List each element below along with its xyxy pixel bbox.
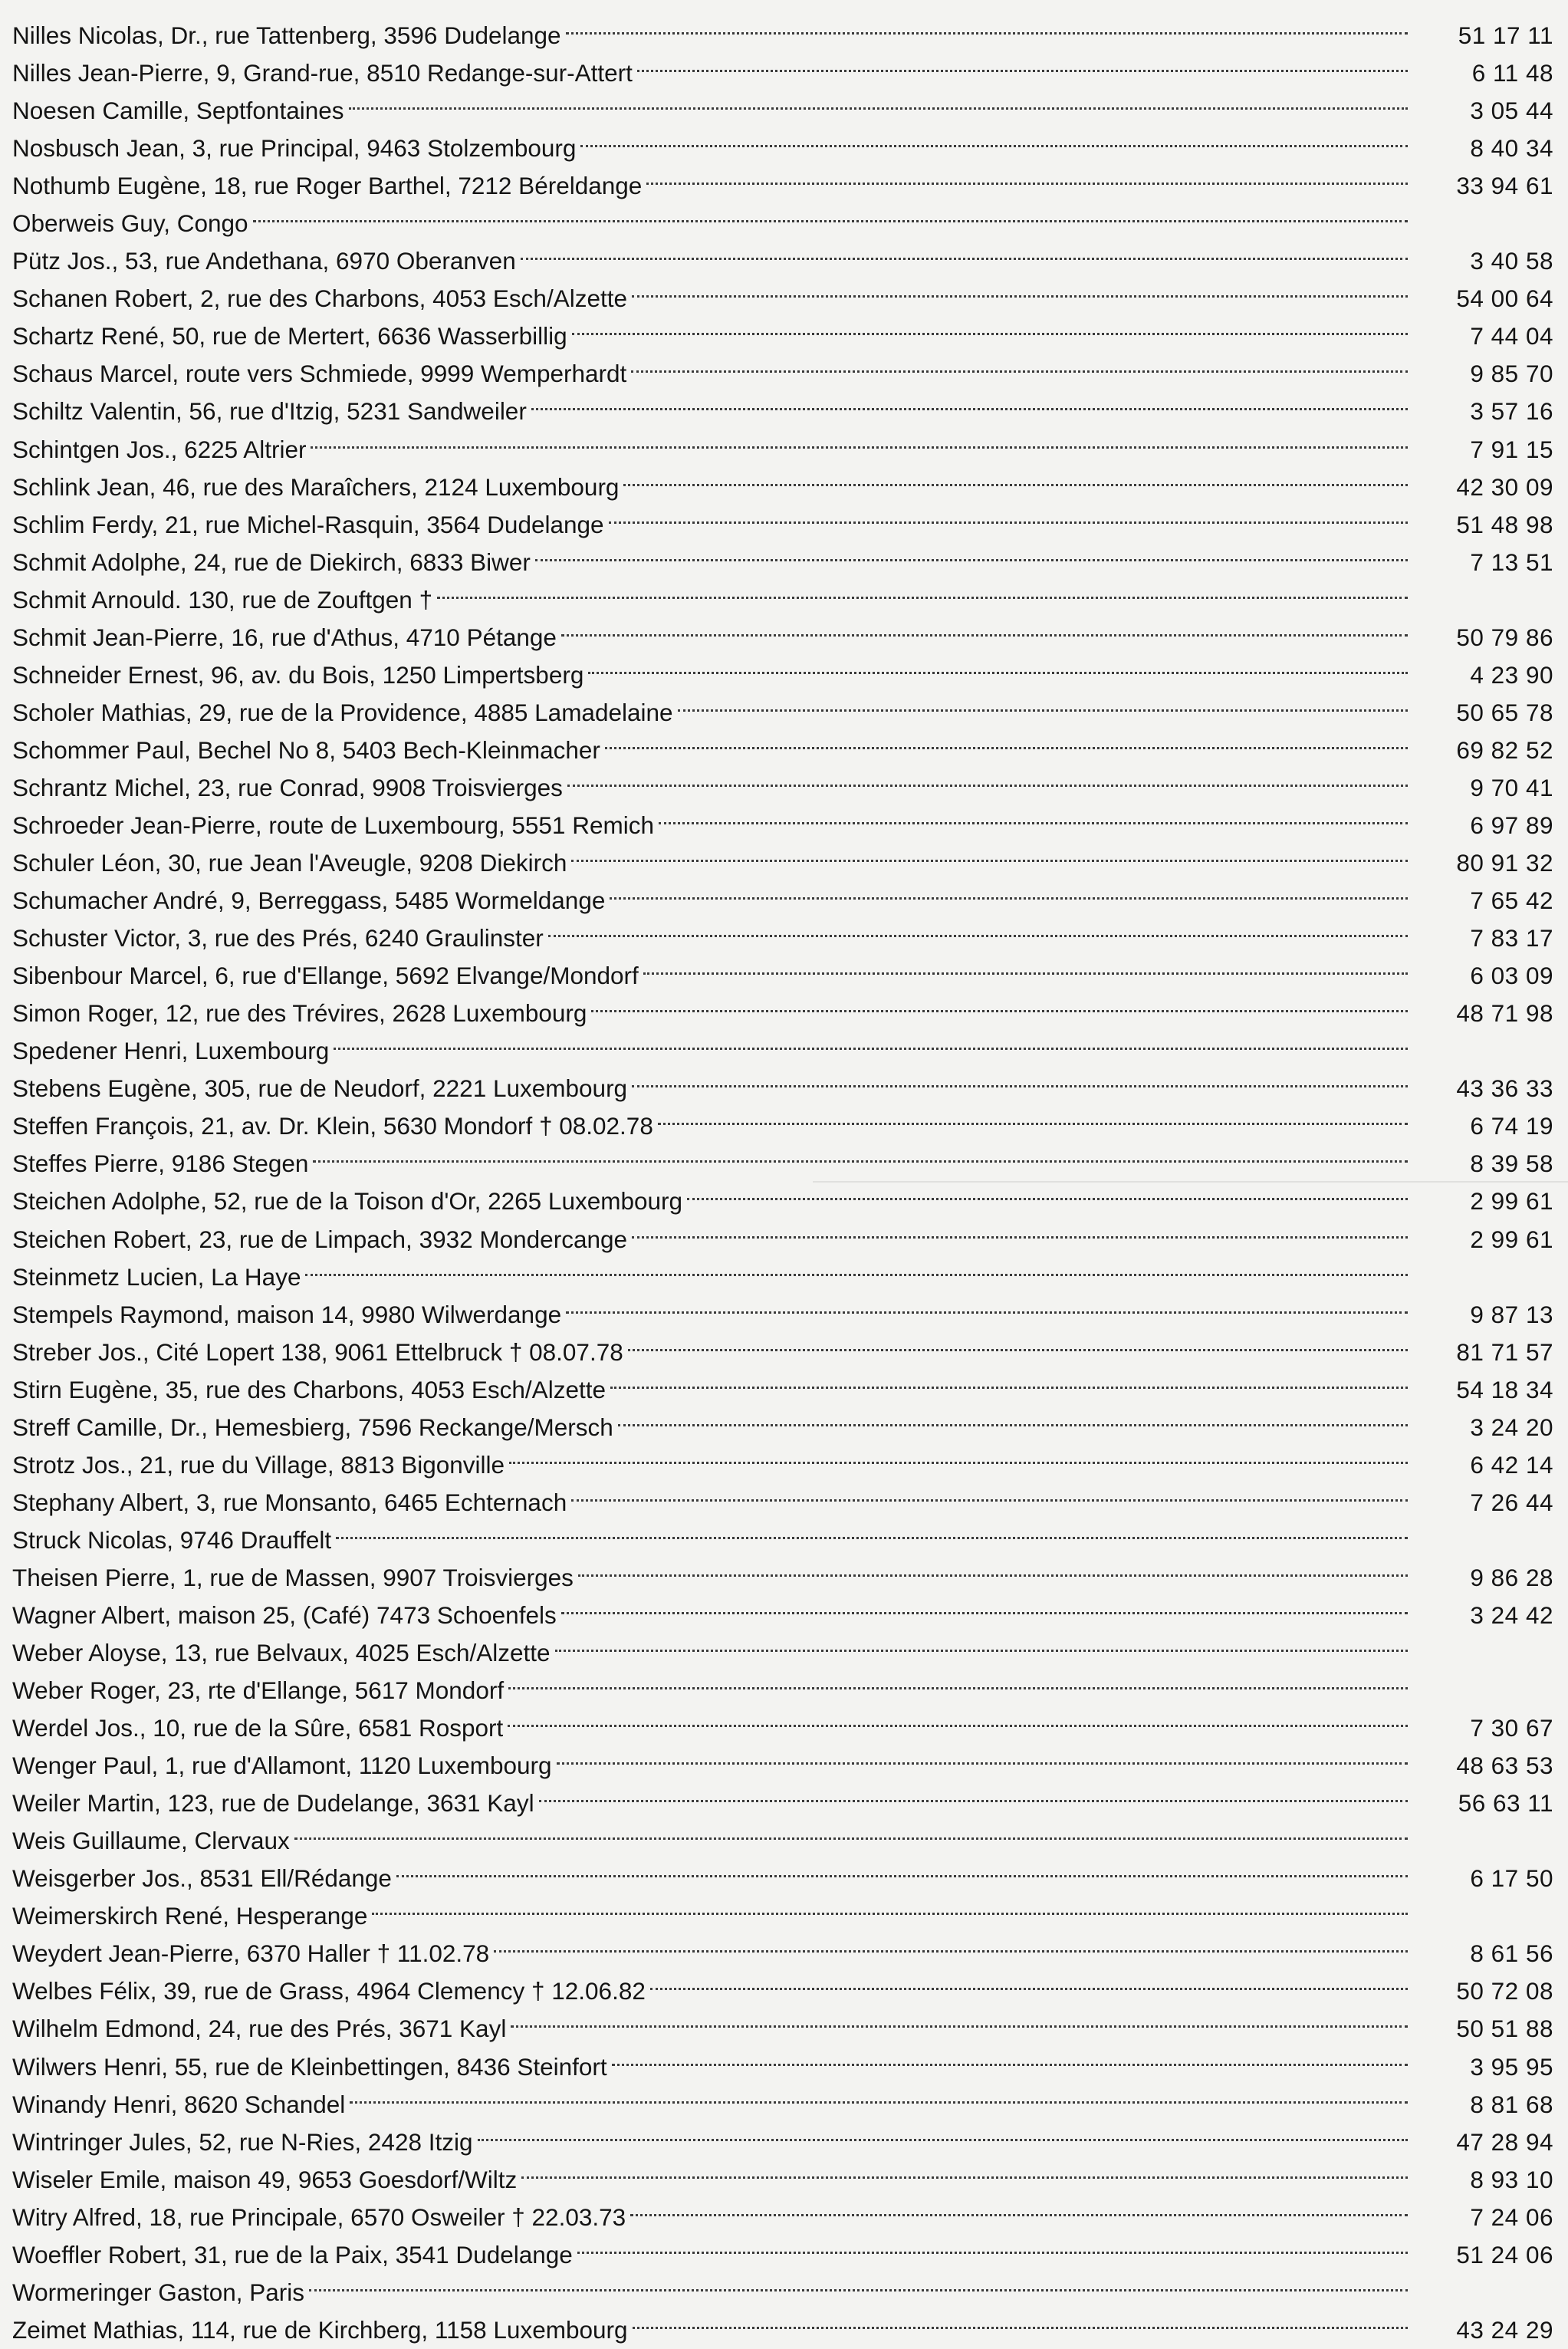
entry-name-address: Wintringer Jules, 52, rue N-Ries, 2428 Itzig — [12, 2127, 473, 2156]
dot-leader — [678, 683, 1408, 721]
entry-phone: 8 40 34 — [1470, 134, 1553, 163]
entry-name-address: Schmit Jean-Pierre, 16, rue d'Athus, 4710 Pétange — [12, 623, 557, 651]
dot-leader — [630, 2188, 1408, 2226]
entry-phone: 3 05 44 — [1470, 97, 1553, 125]
entry-phone: 54 00 64 — [1456, 285, 1553, 313]
dot-leader — [548, 909, 1408, 946]
entry-name-address: Wiseler Emile, maison 49, 9653 Goesdorf/Wiltz — [12, 2165, 518, 2193]
dot-leader — [508, 1699, 1408, 1736]
dot-leader — [610, 871, 1408, 909]
entry-phone: 6 11 48 — [1471, 59, 1553, 87]
entry-phone: 3 24 42 — [1470, 1601, 1553, 1629]
dot-leader — [612, 2038, 1408, 2075]
entry-phone: 9 70 41 — [1470, 773, 1553, 801]
entry-name-address: Schneider Ernest, 96, av. du Bois, 1250 Limpertsberg — [12, 660, 584, 689]
dot-leader — [309, 2263, 1408, 2301]
entry-phone: 8 93 10 — [1470, 2165, 1553, 2193]
entry-name-address: Steffes Pierre, 9186 Stegen — [12, 1150, 309, 1178]
entry-phone: 7 30 67 — [1470, 1714, 1553, 1742]
entry-name-address: Stirn Eugène, 35, rue des Charbons, 4053 Esch/Alzette — [12, 1375, 606, 1403]
entry-name-address: Wilhelm Edmond, 24, rue des Prés, 3671 Kayl — [12, 2015, 507, 2043]
dot-leader — [566, 1285, 1408, 1323]
entry-phone: 47 28 94 — [1456, 2127, 1553, 2156]
entry-phone: 8 61 56 — [1470, 1939, 1553, 1968]
entry-phone: 6 42 14 — [1470, 1450, 1553, 1479]
entry-phone: 48 63 53 — [1456, 1752, 1553, 1780]
entry-name-address: Schintgen Jos., 6225 Altrier — [12, 435, 307, 463]
entry-phone: 6 03 09 — [1470, 962, 1553, 990]
entry-name-address: Schartz René, 50, rue de Mertert, 6636 Wasserbillig — [12, 322, 567, 350]
dot-leader — [555, 1624, 1408, 1661]
entry-name-address: Weiler Martin, 123, rue de Dudelange, 3631 Kayl — [12, 1789, 534, 1818]
entry-phone: 3 95 95 — [1470, 2052, 1553, 2081]
dot-leader — [643, 946, 1408, 984]
entry-name-address: Schiltz Valentin, 56, rue d'Itzig, 5231 Sandweiler — [12, 397, 527, 426]
dot-leader — [631, 344, 1408, 382]
entry-name-address: Scholer Mathias, 29, rue de la Providence, 4885 Lamadelaine — [12, 698, 673, 726]
dot-leader — [561, 1586, 1408, 1624]
entry-phone: 69 82 52 — [1456, 735, 1553, 764]
dot-leader — [561, 608, 1408, 646]
entry-phone: 7 13 51 — [1470, 548, 1553, 576]
entry-phone: 50 79 86 — [1456, 623, 1553, 651]
dot-leader — [632, 1210, 1408, 1248]
entry-phone: 50 72 08 — [1456, 1977, 1553, 2005]
entry-name-address: Schroeder Jean-Pierre, route de Luxembourg, 5551 Remich — [12, 811, 654, 839]
entry-name-address: Simon Roger, 12, rue des Trévires, 2628 Luxembourg — [12, 999, 587, 1028]
entry-phone: 50 65 78 — [1456, 698, 1553, 726]
entry-phone: 9 85 70 — [1470, 360, 1553, 388]
entry-name-address: Steffen François, 21, av. Dr. Klein, 5630 Mondorf † 08.02.78 — [12, 1112, 653, 1140]
entry-name-address: Welbes Félix, 39, rue de Grass, 4964 Clemency † 12.06.82 — [12, 1977, 646, 2005]
entry-phone: 6 74 19 — [1470, 1112, 1553, 1140]
dot-leader — [633, 2301, 1408, 2338]
dot-leader — [334, 1022, 1408, 1059]
entry-phone: 6 17 50 — [1470, 1864, 1553, 1893]
entry-phone: 48 71 98 — [1456, 999, 1553, 1028]
entry-name-address: Stempels Raymond, maison 14, 9980 Wilwerdange — [12, 1300, 562, 1328]
entry-phone: 51 17 11 — [1458, 21, 1553, 49]
entry-phone: 54 18 34 — [1456, 1375, 1553, 1403]
dot-leader — [605, 721, 1408, 758]
entry-name-address: Steichen Adolphe, 52, rue de la Toison d'Or, 2265 Luxembourg — [12, 1187, 683, 1216]
entry-name-address: Schaus Marcel, route vers Schmiede, 9999 Wemperhardt — [12, 360, 627, 388]
dot-leader — [658, 1097, 1408, 1134]
dot-leader — [511, 1999, 1408, 2037]
dot-leader — [557, 1736, 1408, 1774]
entry-name-address: Weber Aloyse, 13, rue Belvaux, 4025 Esch/Alzette — [12, 1639, 551, 1667]
dot-leader — [566, 6, 1408, 44]
entry-name-address: Winandy Henri, 8620 Schandel — [12, 2090, 346, 2118]
dot-leader — [253, 194, 1408, 232]
entry-phone: 9 86 28 — [1470, 1563, 1553, 1591]
entry-phone: 81 71 57 — [1456, 1337, 1553, 1366]
dot-leader — [632, 1059, 1408, 1097]
entry-name-address: Schmit Adolphe, 24, rue de Diekirch, 6833 Biwer — [12, 548, 531, 576]
dot-leader — [567, 758, 1408, 796]
entry-name-address: Schmit Arnould. 130, rue de Zouftgen † — [12, 585, 433, 614]
dot-leader — [591, 984, 1408, 1022]
entry-name-address: Steinmetz Lucien, La Haye — [12, 1262, 301, 1291]
dot-leader — [509, 1436, 1408, 1473]
dot-leader — [609, 495, 1408, 533]
entry-name-address: Theisen Pierre, 1, rue de Massen, 9907 Troisvierges — [12, 1563, 574, 1591]
dot-leader — [650, 1962, 1408, 1999]
dot-leader — [628, 1323, 1408, 1360]
dot-leader — [646, 156, 1408, 194]
entry-name-address: Struck Nicolas, 9746 Drauffelt — [12, 1525, 332, 1554]
entry-phone: 8 39 58 — [1470, 1150, 1553, 1178]
dot-leader — [521, 2150, 1408, 2188]
entry-name-address: Stephany Albert, 3, rue Monsanto, 6465 Echternach — [12, 1488, 567, 1516]
dot-leader — [539, 1774, 1408, 1811]
entry-name-address: Wilwers Henri, 55, rue de Kleinbettingen, 8436 Steinfort — [12, 2052, 607, 2081]
entry-name-address: Sibenbour Marcel, 6, rue d'Ellange, 5692 Elvange/Mondorf — [12, 962, 639, 990]
dot-leader — [637, 44, 1408, 81]
dot-leader — [571, 1473, 1408, 1511]
entry-name-address: Stebens Eugène, 305, rue de Neudorf, 2221 Luxembourg — [12, 1074, 628, 1103]
entry-name-address: Woeffler Robert, 31, rue de la Paix, 3541 Dudelange — [12, 2240, 573, 2268]
entry-phone: 8 81 68 — [1470, 2090, 1553, 2118]
dot-leader — [350, 2075, 1408, 2113]
dot-leader — [610, 1360, 1408, 1398]
dot-leader — [372, 1887, 1408, 1924]
entry-name-address: Schanen Robert, 2, rue des Charbons, 4053 Esch/Alzette — [12, 285, 627, 313]
entry-name-address: Spedener Henri, Luxembourg — [12, 1037, 330, 1065]
dot-leader — [659, 796, 1408, 834]
entry-phone: 33 94 61 — [1456, 172, 1553, 200]
dot-leader — [396, 1849, 1408, 1887]
dot-leader — [313, 1134, 1408, 1172]
dot-leader — [577, 2226, 1408, 2263]
entry-name-address: Wagner Albert, maison 25, (Café) 7473 Schoenfels — [12, 1601, 557, 1629]
entry-phone: 3 57 16 — [1470, 397, 1553, 426]
dot-leader — [623, 458, 1408, 495]
entry-phone: 9 87 13 — [1470, 1300, 1553, 1328]
entry-name-address: Pütz Jos., 53, rue Andethana, 6970 Oberanven — [12, 247, 516, 275]
entry-phone: 3 40 58 — [1470, 247, 1553, 275]
entry-phone: 51 24 06 — [1456, 2240, 1553, 2268]
entry-name-address: Strotz Jos., 21, rue du Village, 8813 Bigonville — [12, 1450, 505, 1479]
entry-name-address: Wormeringer Gaston, Paris — [12, 2278, 305, 2306]
dot-leader — [572, 307, 1408, 344]
dot-leader — [508, 1661, 1408, 1699]
entry-phone: 2 99 61 — [1470, 1225, 1553, 1253]
entry-phone: 42 30 09 — [1456, 472, 1553, 501]
entry-name-address: Streff Camille, Dr., Hemesbierg, 7596 Reckange/Mersch — [12, 1413, 613, 1441]
entry-name-address: Schommer Paul, Bechel No 8, 5403 Bech-Kleinmacher — [12, 735, 600, 764]
entry-phone: 3 24 20 — [1470, 1413, 1553, 1441]
dot-leader — [349, 81, 1409, 119]
entry-name-address: Schumacher André, 9, Berreggass, 5485 Wormeldange — [12, 887, 606, 915]
dot-leader — [535, 533, 1408, 571]
entry-name-address: Weber Roger, 23, rte d'Ellange, 5617 Mondorf — [12, 1676, 505, 1705]
entry-phone: 4 23 90 — [1470, 660, 1553, 689]
entry-name-address: Noesen Camille, Septfontaines — [12, 97, 344, 125]
dot-leader — [437, 571, 1408, 608]
directory-entry — [12, 6, 1553, 49]
dot-leader — [632, 269, 1408, 307]
entry-name-address: Weydert Jean-Pierre, 6370 Haller † 11.02.78 — [12, 1939, 490, 1968]
entry-name-address: Schuler Léon, 30, rue Jean l'Aveugle, 9208 Diekirch — [12, 849, 567, 877]
dot-leader — [580, 119, 1408, 156]
dot-leader — [494, 1924, 1408, 1962]
entry-name-address: Schlim Ferdy, 21, rue Michel-Rasquin, 3564 Dudelange — [12, 510, 604, 538]
entry-phone: 56 63 11 — [1458, 1789, 1553, 1818]
entry-phone: 7 83 17 — [1470, 924, 1553, 952]
entry-name-address: Wenger Paul, 1, rue d'Allamont, 1120 Luxembourg — [12, 1752, 552, 1780]
dot-leader — [687, 1172, 1408, 1209]
entry-phone: 6 97 89 — [1470, 811, 1553, 839]
entry-phone: 7 44 04 — [1470, 322, 1553, 350]
dot-leader — [311, 420, 1408, 458]
entry-name-address: Schuster Victor, 3, rue des Prés, 6240 Graulinster — [12, 924, 544, 952]
dot-leader — [531, 382, 1408, 419]
entry-name-address: Streber Jos., Cité Lopert 138, 9061 Ettelbruck † 08.07.78 — [12, 1337, 623, 1366]
entry-name-address: Weis Guillaume, Clervaux — [12, 1827, 290, 1855]
dot-leader — [588, 646, 1408, 683]
dot-leader — [294, 1811, 1408, 1849]
dot-leader — [336, 1511, 1408, 1548]
dot-leader — [478, 2113, 1409, 2150]
entry-name-address: Witry Alfred, 18, rue Principale, 6570 Osweiler † 22.03.73 — [12, 2203, 626, 2231]
entry-phone: 2 99 61 — [1470, 1187, 1553, 1216]
entry-name-address: Weimerskirch René, Hesperange — [12, 1902, 368, 1930]
entry-name-address: Schlink Jean, 46, rue des Maraîchers, 2124 Luxembourg — [12, 472, 620, 501]
dot-leader — [521, 232, 1408, 269]
entry-name-address: Werdel Jos., 10, rue de la Sûre, 6581 Rosport — [12, 1714, 504, 1742]
entry-phone: 7 65 42 — [1470, 887, 1553, 915]
entry-phone: 43 24 29 — [1456, 2315, 1553, 2344]
dot-leader — [618, 1398, 1408, 1436]
entry-name-address: Nosbusch Jean, 3, rue Principal, 9463 Stolzembourg — [12, 134, 577, 163]
dot-leader — [571, 834, 1408, 871]
entry-name-address: Steichen Robert, 23, rue de Limpach, 3932 Mondercange — [12, 1225, 628, 1253]
entry-phone: 51 48 98 — [1456, 510, 1553, 538]
member-directory-list — [12, 6, 1553, 2344]
entry-phone: 43 36 33 — [1456, 1074, 1553, 1103]
entry-phone: 7 91 15 — [1470, 435, 1553, 463]
entry-name-address: Weisgerber Jos., 8531 Ell/Rédange — [12, 1864, 392, 1893]
dot-leader — [305, 1248, 1408, 1285]
entry-name-address: Nilles Jean-Pierre, 9, Grand-rue, 8510 Redange-sur-Attert — [12, 59, 633, 87]
entry-name-address: Nilles Nicolas, Dr., rue Tattenberg, 3596 Dudelange — [12, 21, 561, 49]
entry-phone: 7 24 06 — [1470, 2203, 1553, 2231]
entry-name-address: Zeimet Mathias, 114, rue de Kirchberg, 1158 Luxembourg — [12, 2315, 628, 2344]
entry-phone: 7 26 44 — [1470, 1488, 1553, 1516]
entry-name-address: Schrantz Michel, 23, rue Conrad, 9908 Troisvierges — [12, 773, 563, 801]
entry-phone: 50 51 88 — [1456, 2015, 1553, 2043]
entry-name-address: Oberweis Guy, Congo — [12, 209, 248, 238]
dot-leader — [578, 1548, 1408, 1586]
entry-name-address: Nothumb Eugène, 18, rue Roger Barthel, 7212 Béreldange — [12, 172, 643, 200]
entry-phone: 80 91 32 — [1456, 849, 1553, 877]
